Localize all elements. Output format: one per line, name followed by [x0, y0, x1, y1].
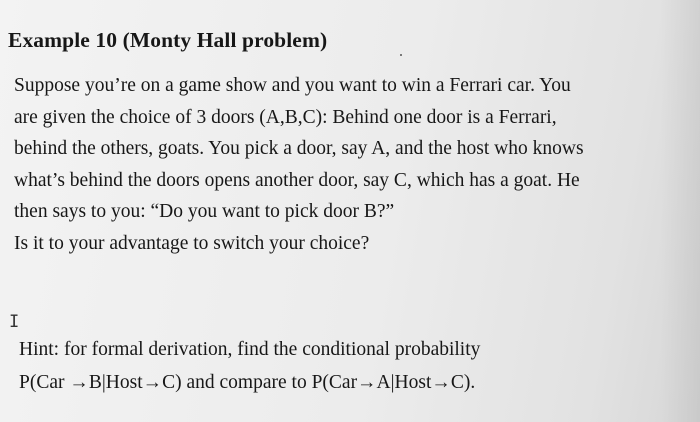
hint-formula: P(Car →B|Host→C) and compare to P(Car→A|Host→C).	[19, 372, 476, 393]
hint-block	[19, 333, 480, 399]
text-cursor-icon: I	[9, 312, 20, 332]
example-title: Example 10 (Monty Hall problem)	[8, 28, 328, 52]
problem-statement	[14, 70, 684, 259]
problem-line: then says to you: “Do you want to pick door B?”	[14, 201, 395, 222]
stray-dot	[400, 54, 402, 56]
problem-line: behind the others, goats. You pick a door, say A, and the host who knows	[14, 138, 584, 159]
problem-line: what’s behind the doors opens another door, say C, which has a goat. He	[14, 169, 580, 191]
problem-question: Is it to your advantage to switch your choice?	[14, 232, 370, 254]
problem-line: are given the choice of 3 doors (A,B,C): Behind one door is a Ferrari,	[14, 106, 557, 128]
hint-line: Hint: for formal derivation, find the conditional probability	[19, 339, 481, 360]
problem-line: Suppose you’re on a game show and you want to win a Ferrari car. You	[14, 75, 571, 96]
